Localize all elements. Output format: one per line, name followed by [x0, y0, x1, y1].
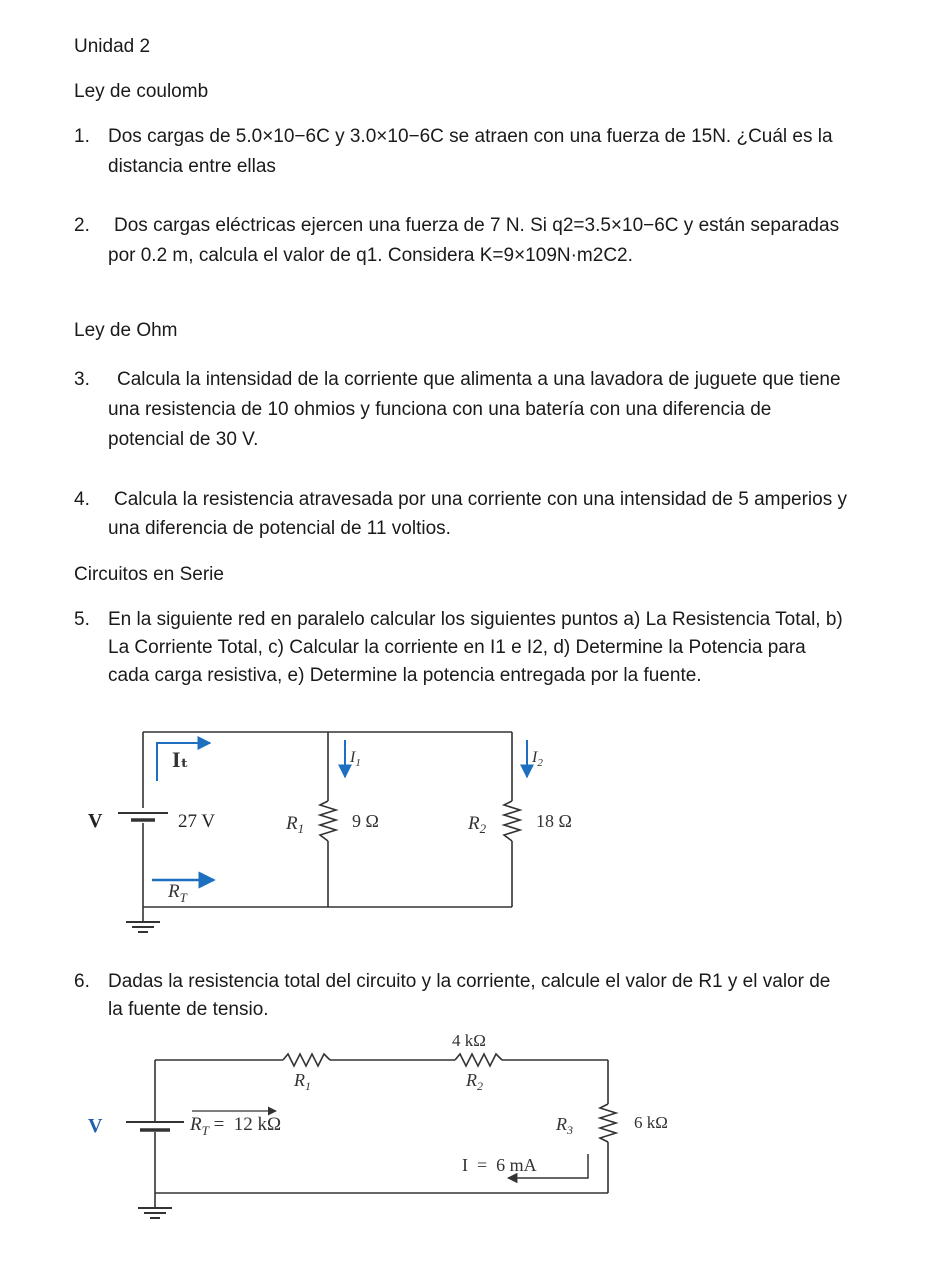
r1-sub-2: 1: [305, 1079, 311, 1093]
source-label-2: V: [88, 1115, 103, 1137]
svg-text:R1: [285, 813, 304, 836]
rt-value-2: = 12 kΩ: [208, 1114, 282, 1135]
problem-line: una resistencia de 10 ohmios y funciona con una batería con una diferencia de: [108, 399, 772, 420]
r2-value: 18 Ω: [536, 811, 572, 831]
rt-sub-2: T: [201, 1123, 209, 1138]
svg-text:R3: [555, 1114, 573, 1137]
r2-label-2: R: [466, 1070, 477, 1090]
section-heading-series: Circuitos en Serie: [74, 564, 224, 585]
svg-text:R1: [293, 1070, 311, 1093]
problem-line: Dadas la resistencia total del circuito y la corriente, calcule el valor de R1 y el valor de: [108, 971, 831, 992]
problem-line: la fuente de tensio.: [108, 999, 269, 1020]
r1-label: R: [286, 813, 298, 834]
problem-line: Calcula la intensidad de la corriente que alimenta a una lavadora de juguete que tiene: [117, 369, 841, 390]
problem-line: La Corriente Total, c) Calcular la corriente en I1 e I2, d) Determine la Potencia para: [108, 637, 806, 658]
problem-line: En la siguiente red en paralelo calcular los siguientes puntos a) La Resistencia Total, b): [108, 609, 843, 630]
r1-label-2: R: [294, 1070, 305, 1090]
svg-text:I1: [349, 749, 361, 769]
r2-label: R: [468, 813, 480, 834]
r2-value-2: 4 kΩ: [452, 1031, 486, 1050]
r3-value-2: 6 kΩ: [634, 1113, 668, 1132]
problem-number: 1.: [74, 126, 90, 147]
rt-label: R: [168, 881, 180, 902]
source-value: 27 V: [178, 811, 216, 832]
problem-number: 5.: [74, 609, 90, 630]
section-heading-coulomb: Ley de coulomb: [74, 81, 209, 102]
i2-sub: 2: [537, 757, 543, 769]
problem-line: cada carga resistiva, e) Determine la potencia entregada por la fuente.: [108, 665, 702, 686]
source-label: V: [88, 810, 103, 832]
section-heading-ohm: Ley de Ohm: [74, 320, 178, 341]
problem-number: 2.: [74, 215, 90, 236]
unit-title: Unidad 2: [74, 36, 151, 57]
i1-label: I: [350, 749, 356, 766]
r3-label-2: R: [556, 1114, 567, 1134]
parallel-circuit-diagram: [0, 715, 935, 985]
problem-line: Dos cargas eléctricas ejercen una fuerza de 7 N. Si q2=3.5×10−6C y están separadas: [114, 215, 840, 236]
svg-text:R2: [465, 1070, 483, 1093]
r1-sub: 1: [297, 821, 305, 836]
problem-line: una diferencia de potencial de 11 voltios.: [108, 518, 451, 539]
svg-text:I2: [531, 749, 543, 769]
svg-text:R2: [467, 813, 487, 836]
r2-sub-2: 2: [477, 1079, 483, 1093]
problem-line: Dos cargas de 5.0×10−6C y 3.0×10−6C se atraen con una fuerza de 15N. ¿Cuál es la: [108, 126, 833, 147]
series-circuit-diagram: [0, 1026, 935, 1266]
r1-value: 9 Ω: [352, 811, 379, 831]
problem-number: 6.: [74, 971, 90, 992]
r2-sub: 2: [479, 821, 487, 836]
problem-line: distancia entre ellas: [108, 156, 276, 177]
problem-number: 4.: [74, 489, 90, 510]
svg-text:RT: [167, 881, 188, 905]
rt-sub: T: [179, 890, 187, 905]
total-current-label: Iₜ: [172, 747, 189, 772]
rt-label-2: R: [190, 1114, 202, 1135]
i1-sub: 1: [355, 757, 361, 769]
problem-line: Calcula la resistencia atravesada por una corriente con una intensidad de 5 amperios y: [114, 489, 847, 510]
r3-sub-2: 3: [567, 1123, 573, 1137]
problem-line: por 0.2 m, calcula el valor de q1. Considera K=9×109N·m2C2.: [108, 245, 633, 266]
current-label-2: I = 6 mA: [462, 1155, 537, 1175]
problem-line: potencial de 30 V.: [108, 429, 259, 450]
problem-number: 3.: [74, 369, 90, 390]
i2-label: I: [532, 749, 538, 766]
svg-text:RT = 12 kΩ: [189, 1114, 281, 1138]
